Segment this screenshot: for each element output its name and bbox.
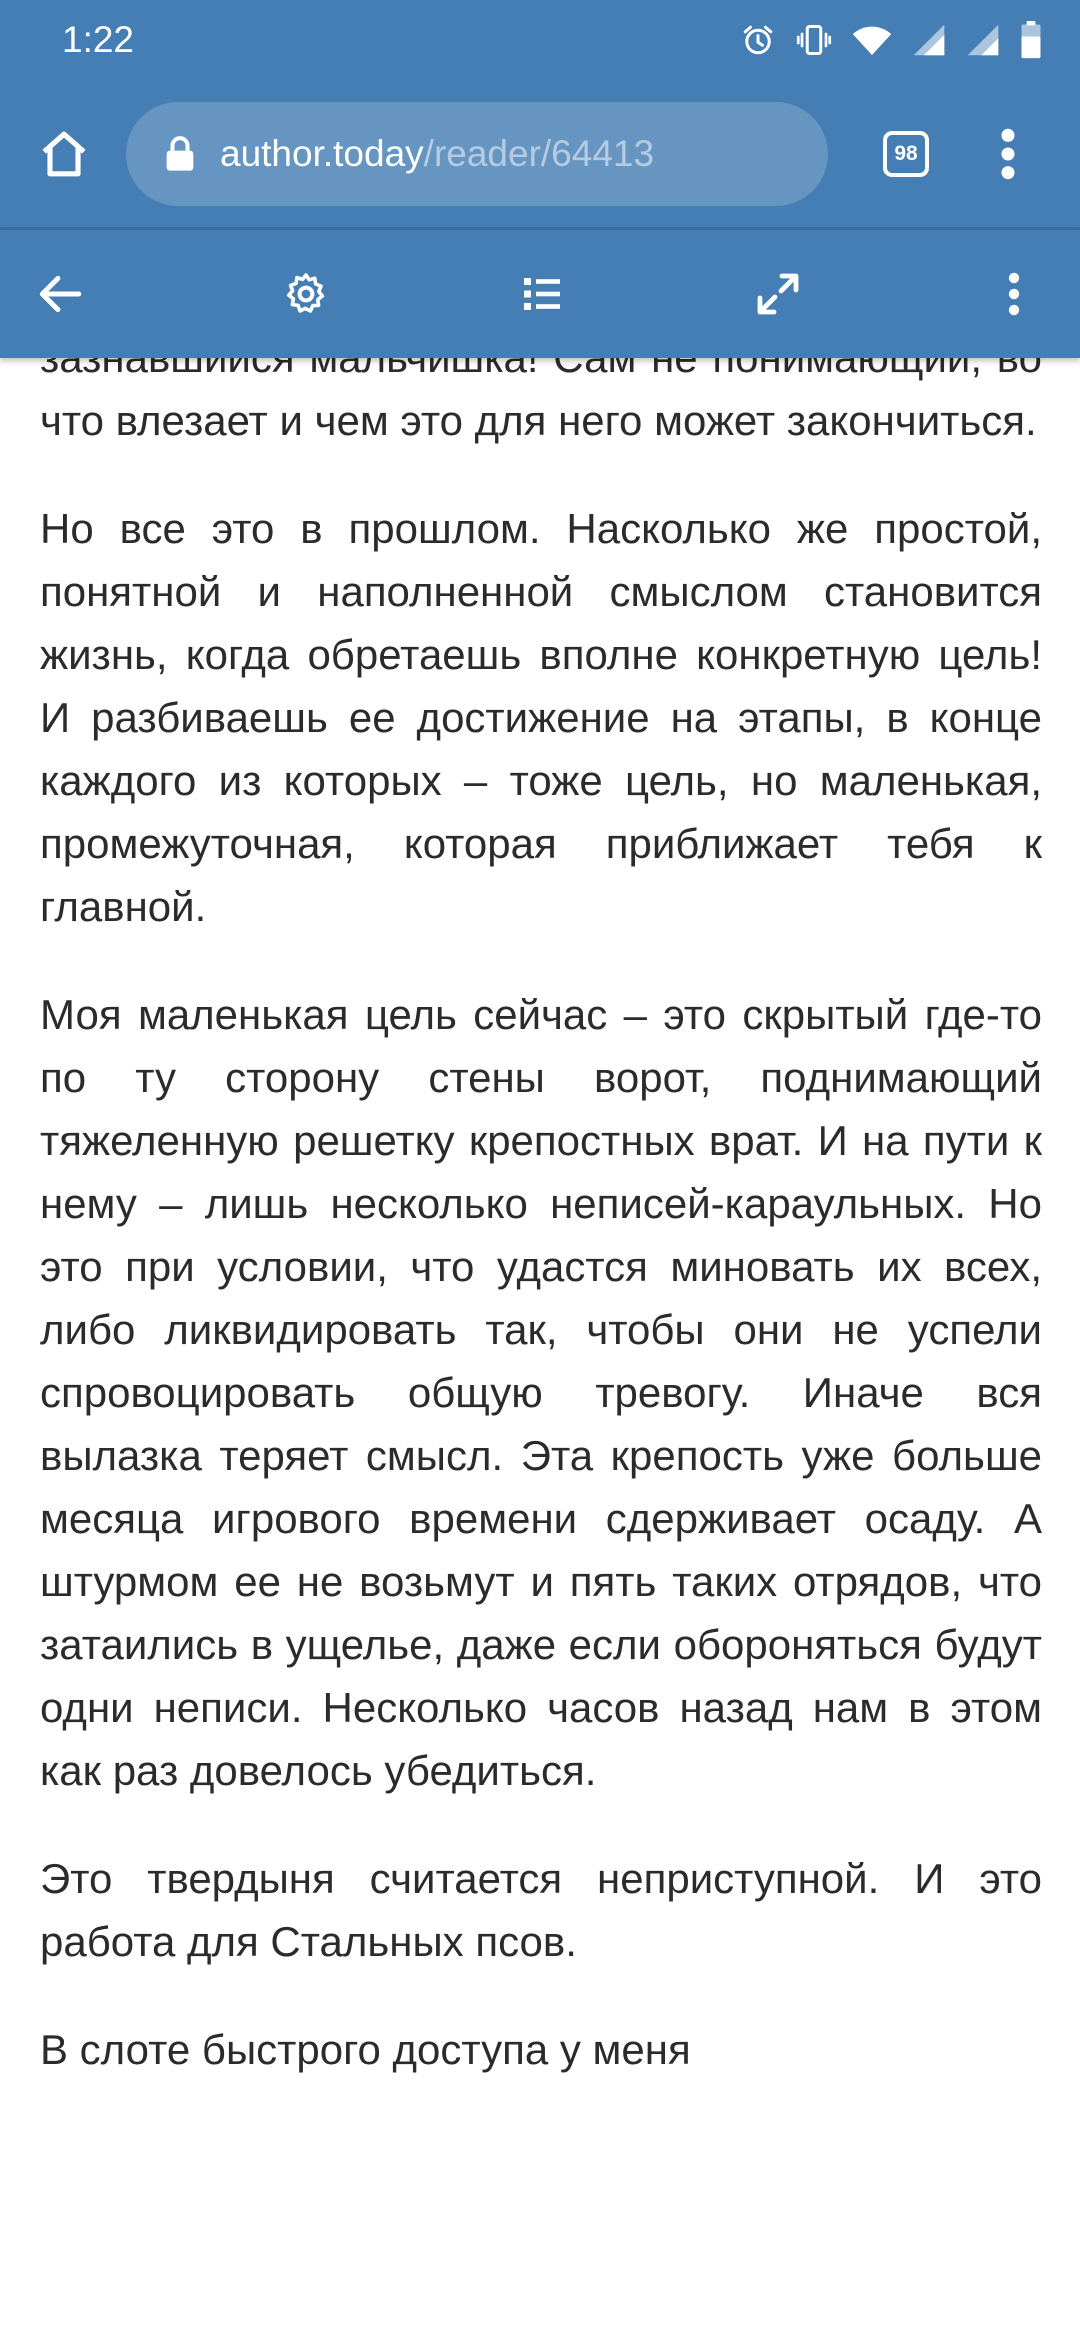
signal-icon bbox=[912, 23, 946, 57]
reader-content bbox=[40, 358, 1042, 2340]
fullscreen-button[interactable] bbox=[744, 260, 812, 328]
url-domain: author.today bbox=[220, 133, 424, 174]
reader-toolbar bbox=[0, 230, 1080, 358]
wifi-icon bbox=[852, 22, 892, 58]
paragraph: В слоте быстрого доступа у меня bbox=[40, 2026, 691, 2073]
url-text bbox=[220, 128, 654, 180]
gear-icon bbox=[282, 270, 330, 318]
browser-toolbar bbox=[0, 80, 1080, 227]
alarm-icon bbox=[740, 22, 776, 58]
arrow-back-icon bbox=[35, 269, 85, 319]
home-icon bbox=[36, 126, 92, 182]
contents-button[interactable] bbox=[508, 260, 576, 328]
settings-button[interactable] bbox=[272, 260, 340, 328]
more-vert-icon bbox=[1005, 270, 1023, 318]
status-icons bbox=[740, 18, 1042, 62]
status-bar bbox=[0, 0, 1080, 80]
home-button[interactable] bbox=[30, 120, 98, 188]
battery-icon bbox=[1020, 21, 1042, 59]
paragraph: что влезает и чем это для него может закончиться. bbox=[40, 397, 1037, 444]
vibrate-icon bbox=[796, 22, 832, 58]
tabs-button[interactable] bbox=[872, 120, 940, 188]
url-path: /reader/64413 bbox=[423, 133, 655, 174]
browser-menu-button[interactable] bbox=[976, 120, 1040, 188]
tab-count: 98 bbox=[894, 142, 918, 165]
expand-icon bbox=[754, 270, 802, 318]
tabs-icon bbox=[883, 131, 929, 177]
status-time: 1:22 bbox=[62, 19, 135, 60]
reader-menu-button[interactable] bbox=[980, 260, 1048, 328]
more-vert-icon bbox=[998, 126, 1018, 182]
list-icon bbox=[518, 270, 566, 318]
paragraph: Но все это в прошлом. Насколько же простой, понятной и наполненной смыслом становится жизнь, когда обретаешь вполне конкретную цель! И разбиваешь ее достижение на этапы, в конце каждого из которых – тоже цель, но маленькая, промежуточная, которая приближает тебя к главной. bbox=[40, 505, 1042, 930]
back-button[interactable] bbox=[26, 260, 94, 328]
address-bar[interactable] bbox=[126, 102, 828, 206]
paragraph: Моя маленькая цель сейчас – это скрытый где-то по ту сторону стены ворот, поднимающий тяжеленную решетку крепостных врат. И на пути к нему – лишь несколько неписей-караульных. Но это при условии, что удастся миновать их всех, либо ликвидировать так, чтобы они не успели спровоцировать общую тревогу. Иначе вся вылазка теряет смысл. Эта крепость уже больше месяца игрового времени сдерживает осаду. А штурмом ее не возьмут и пять таких отрядов, что затаились в ущелье, даже если обороняться будут одни неписи. Несколько часов назад нам в этом как раз довелось убедиться. bbox=[40, 991, 1042, 1794]
lock-icon bbox=[160, 134, 200, 174]
signal-icon bbox=[966, 23, 1000, 57]
paragraph: Это твердыня считается неприступной. И это работа для Стальных псов. bbox=[40, 1855, 1042, 1965]
